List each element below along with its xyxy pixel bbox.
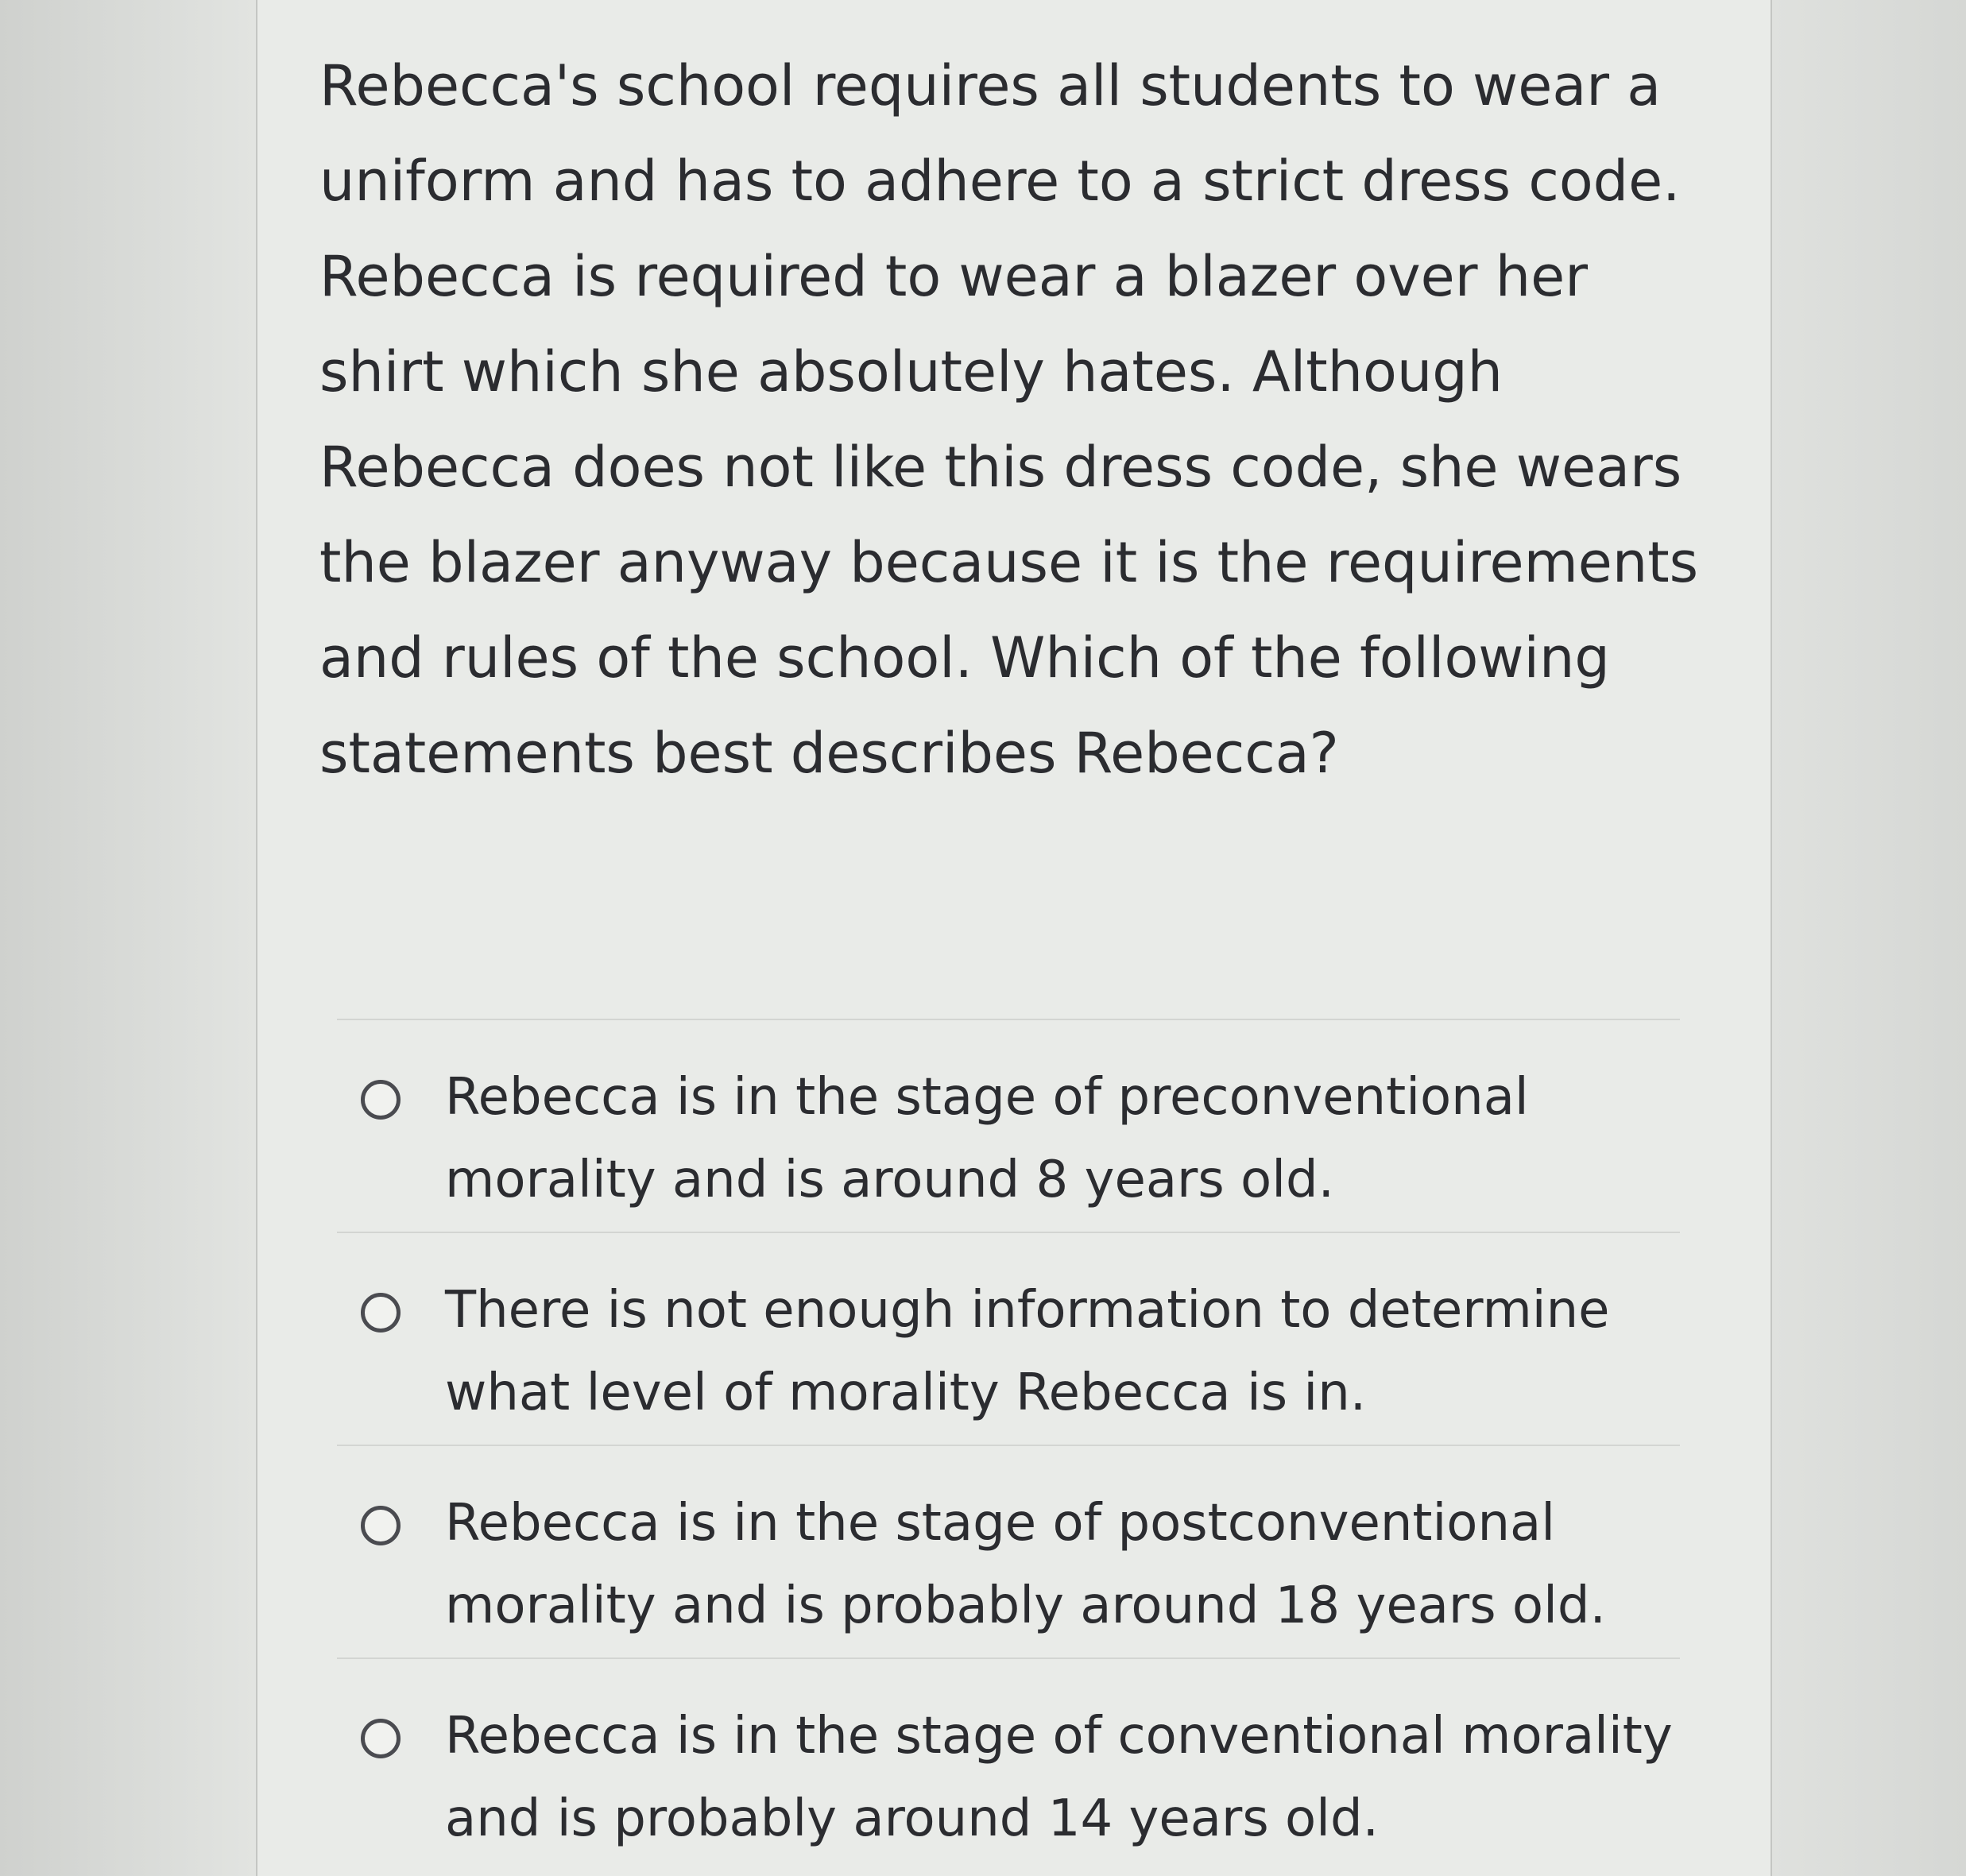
answer-option[interactable]	[337, 1232, 1680, 1445]
answer-option-label[interactable]: There is not enough information to determine what level of morality Rebecca is in.	[445, 1281, 1610, 1422]
answer-option[interactable]	[337, 1445, 1680, 1657]
right-margin	[1772, 0, 1966, 1876]
radio-button-icon[interactable]	[361, 1080, 401, 1120]
answer-options	[337, 1019, 1680, 1870]
answer-option[interactable]	[337, 1019, 1680, 1232]
radio-button-icon[interactable]	[361, 1719, 401, 1758]
answer-option[interactable]	[337, 1657, 1680, 1870]
question-text: Rebecca's school requires all students to wear a uniform and has to adhere to a strict dress code. Rebecca is required to wear a blazer over her shirt which she absolutely hates. Although Rebecca does not like this dress code, she wears the blazer anyway because it is the requirements and rules of the school. Which of the following statements best describes Rebecca?	[319, 53, 1699, 786]
answer-option-label[interactable]: Rebecca is in the stage of preconventional morality and is around 8 years old.	[445, 1068, 1529, 1209]
question-panel	[256, 0, 1772, 1876]
radio-button-icon[interactable]	[361, 1293, 401, 1333]
left-margin	[0, 0, 256, 1876]
answer-option-label[interactable]: Rebecca is in the stage of postconventional morality and is probably around 18 years old.	[445, 1494, 1606, 1635]
radio-button-icon[interactable]	[361, 1506, 401, 1545]
answer-option-label[interactable]: Rebecca is in the stage of conventional morality and is probably around 14 years old.	[445, 1707, 1673, 1848]
